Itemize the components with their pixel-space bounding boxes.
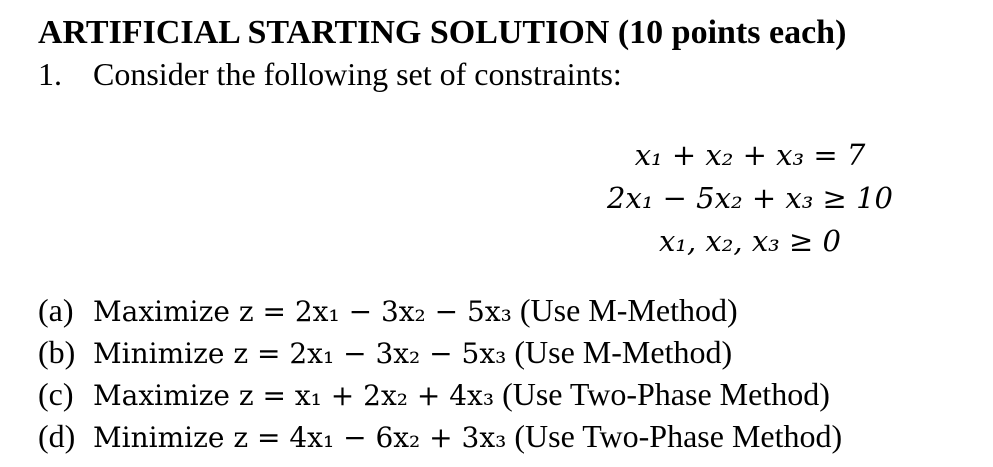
sub-questions	[38, 290, 842, 458]
question-1	[38, 56, 622, 93]
part-c-method: (Use Two-Phase Method)	[502, 376, 830, 412]
part-b-method: (Use M-Method)	[514, 334, 733, 370]
part-b-label: (b)	[38, 334, 76, 370]
constraint-set	[560, 134, 940, 263]
part-d-method: (Use Two-Phase Method)	[514, 418, 843, 454]
constraint-nonnegativity: x₁, x₂, x₃ ≥ 0	[658, 224, 841, 258]
part-c-label: (c)	[38, 376, 74, 412]
part-b-objective: Minimize z = 2x₁ − 3x₂ − 5x₃	[93, 337, 507, 370]
part-d-objective: Minimize z = 4x₁ − 6x₂ + 3x₃	[93, 421, 507, 454]
part-b	[38, 332, 842, 374]
question-text: Consider the following set of constraints:	[93, 56, 622, 92]
part-a-label: (a)	[38, 292, 74, 328]
part-d	[38, 416, 842, 458]
constraint-equality: x₁ + x₂ + x₃ = 7	[634, 138, 866, 172]
question-number: 1.	[38, 56, 62, 92]
section-title: ARTIFICIAL STARTING SOLUTION (10 points each)	[38, 14, 847, 51]
part-c-objective: Maximize z = x₁ + 2x₂ + 4x₃	[93, 379, 495, 412]
constraint-inequality: 2x₁ − 5x₂ + x₃ ≥ 10	[607, 181, 893, 215]
part-d-label: (d)	[38, 418, 76, 454]
part-a	[38, 290, 842, 332]
part-c	[38, 374, 842, 416]
part-a-method: (Use M-Method)	[519, 292, 738, 328]
part-a-objective: Maximize z = 2x₁ − 3x₂ − 5x₃	[93, 295, 512, 328]
